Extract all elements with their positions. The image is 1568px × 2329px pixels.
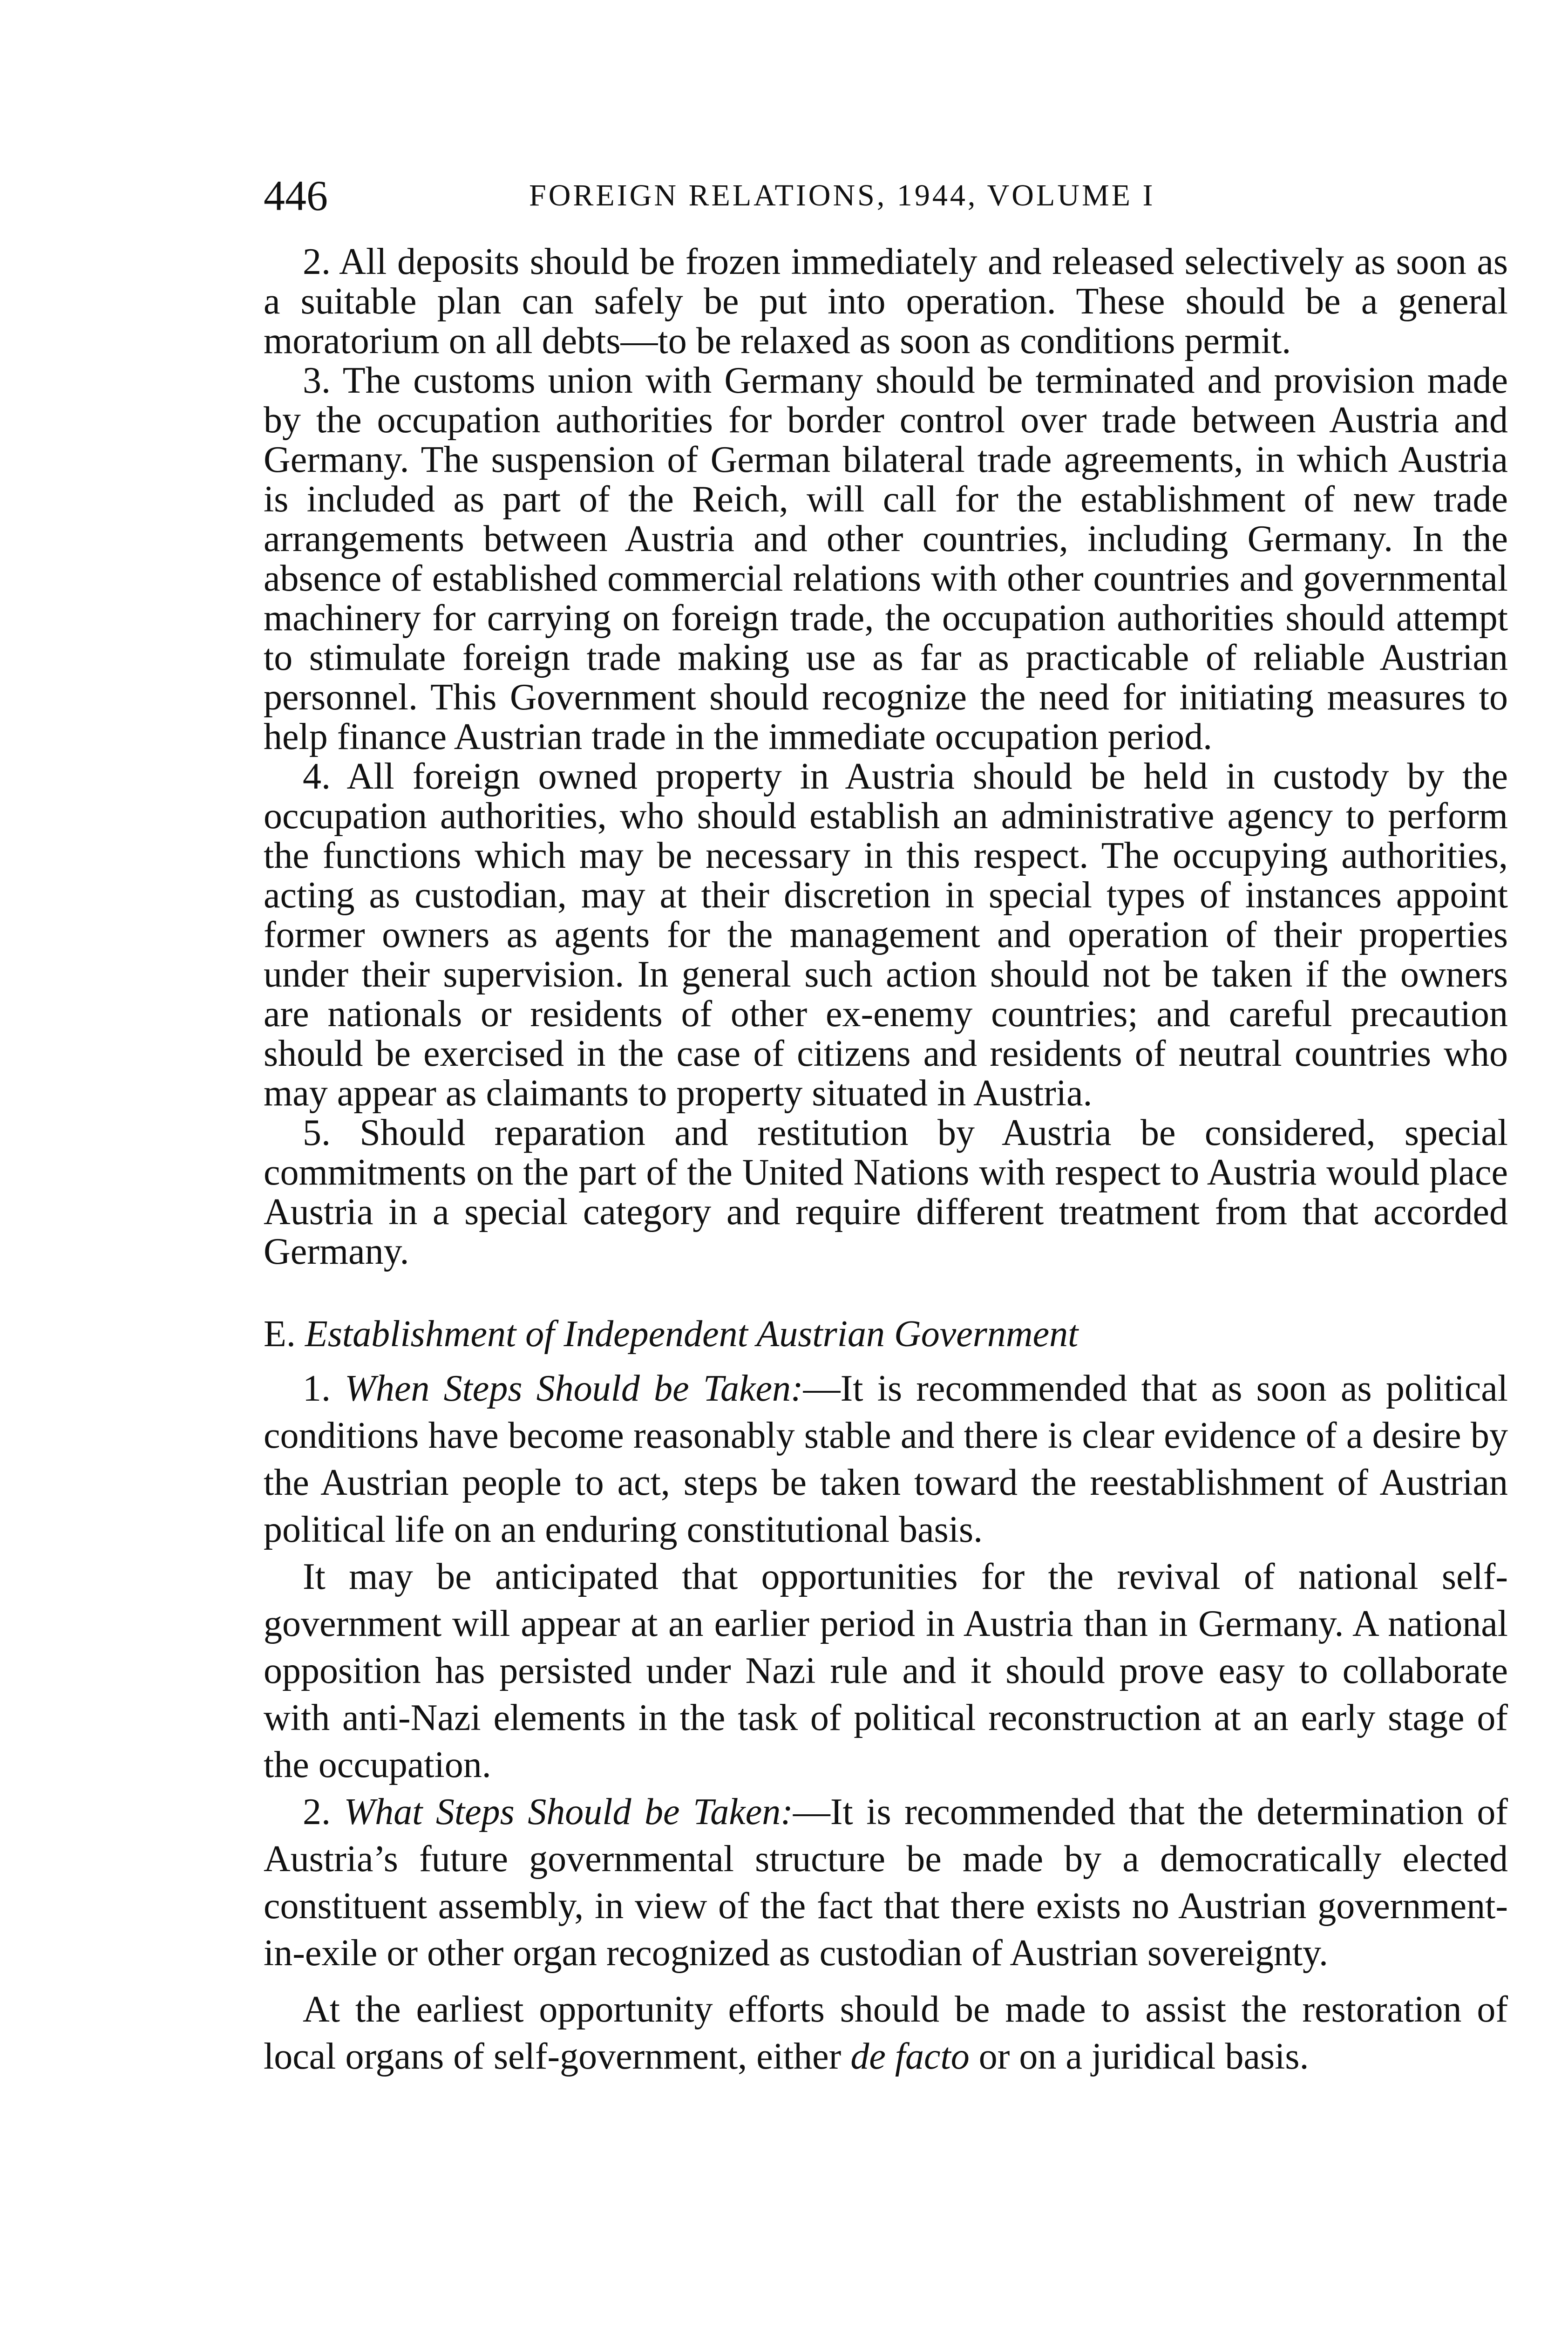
item-2-label: What Steps Should be Taken: — [344, 1791, 793, 1832]
section-e-item-1 — [264, 1365, 1508, 1553]
item-2-text: —It is recommended that the determination of Austria’s future governmental structure be made by a democratically elected constituent assembly, in view of the fact that there exists no Austrian government-in-exile or other organ recognized as custodian of Austrian sovereignty. — [264, 1791, 1508, 1974]
section-e-paragraph-opportunities: It may be anticipated that opportunities for the revival of national self-government will appear at an earlier period in Austria than in Germany. A national opposition has persisted under Nazi rule and it should prove easy to collaborate with anti-Nazi elements in the task of political reconstruction at an early stage of the occupation. — [264, 1556, 1508, 1785]
item-1-text: —It is recommended that as soon as political conditions have become reasonably stable and there is clear evidence of a desire by the Austrian people to act, steps be taken toward the reestablishment of Austrian political life on an enduring constitutional basis. — [264, 1368, 1508, 1550]
heading-spacer — [264, 1358, 1508, 1365]
item-2-number: 2. — [303, 1791, 331, 1832]
item-1-number: 1. — [303, 1368, 331, 1409]
section-spacer — [264, 1272, 1508, 1311]
running-title: FOREIGN RELATIONS, 1944, VOLUME I — [529, 178, 1155, 212]
paragraph-item-2: 2. All deposits should be frozen immediately and released selectively as soon as a suitable plan can safely be put into operation. These should be a general moratorium on all debts—to be relaxed as soon as conditions permit. — [264, 241, 1508, 361]
section-e-item-2 — [264, 1789, 1508, 1977]
section-e-letter: E. — [264, 1314, 296, 1355]
paragraph-item-5: 5. Should reparation and restitution by Austria be considered, special commitments on the part of the United Nations with respect to Austria would place Austria in a special category and require different treatment from that accorded Germany. — [264, 1112, 1508, 1272]
final-para-italic: de facto — [850, 2036, 970, 2077]
paragraph-item-4: 4. All foreign owned property in Austria should be held in custody by the occupation authorities, who should establish an administrative agency to perform the functions which may be necessary in this respect. The occupying authorities, acting as custodian, may at their discretion in special types of instances appoint former owners as agents for the management and operation of their properties under their supervision. In general such action should not be taken if the owners are nationals or residents of other ex-enemy countries; and careful precaution should be exercised in the case of citizens and residents of neutral countries who may appear as claimants to property situated in Austria. — [264, 756, 1508, 1114]
final-para-after: or on a juridical basis. — [969, 2036, 1309, 2077]
body-text — [264, 242, 1508, 2080]
paragraph-item-3: 3. The customs union with Germany should be terminated and provision made by the occupation authorities for border control over trade between Austria and Germany. The suspension of German bilateral trade agreements, in which Austria is included as part of the Reich, will call for the establishment of new trade arrangements between Austria and other countries, including Germany. In the absence of established commercial relations with other countries and governmental machinery for carrying on foreign trade, the occupation authorities should attempt to stimulate foreign trade making use as far as practicable of reliable Austrian personnel. This Government should recognize the need for initiating measures to help finance Austrian trade in the immediate occupation period. — [264, 360, 1508, 757]
final-para-before: At the earliest opportunity efforts should be made to assist the restoration of local organs of self-government, either — [264, 1989, 1508, 2077]
section-e-title: Establishment of Independent Austrian Government — [305, 1314, 1079, 1355]
section-e-heading — [264, 1311, 1508, 1358]
paragraph-spacer — [264, 1977, 1508, 1986]
page-number: 446 — [264, 172, 328, 219]
item-1-label: When Steps Should be Taken: — [345, 1368, 803, 1409]
section-e-final-paragraph — [264, 1986, 1508, 2080]
page-header — [264, 165, 1508, 226]
